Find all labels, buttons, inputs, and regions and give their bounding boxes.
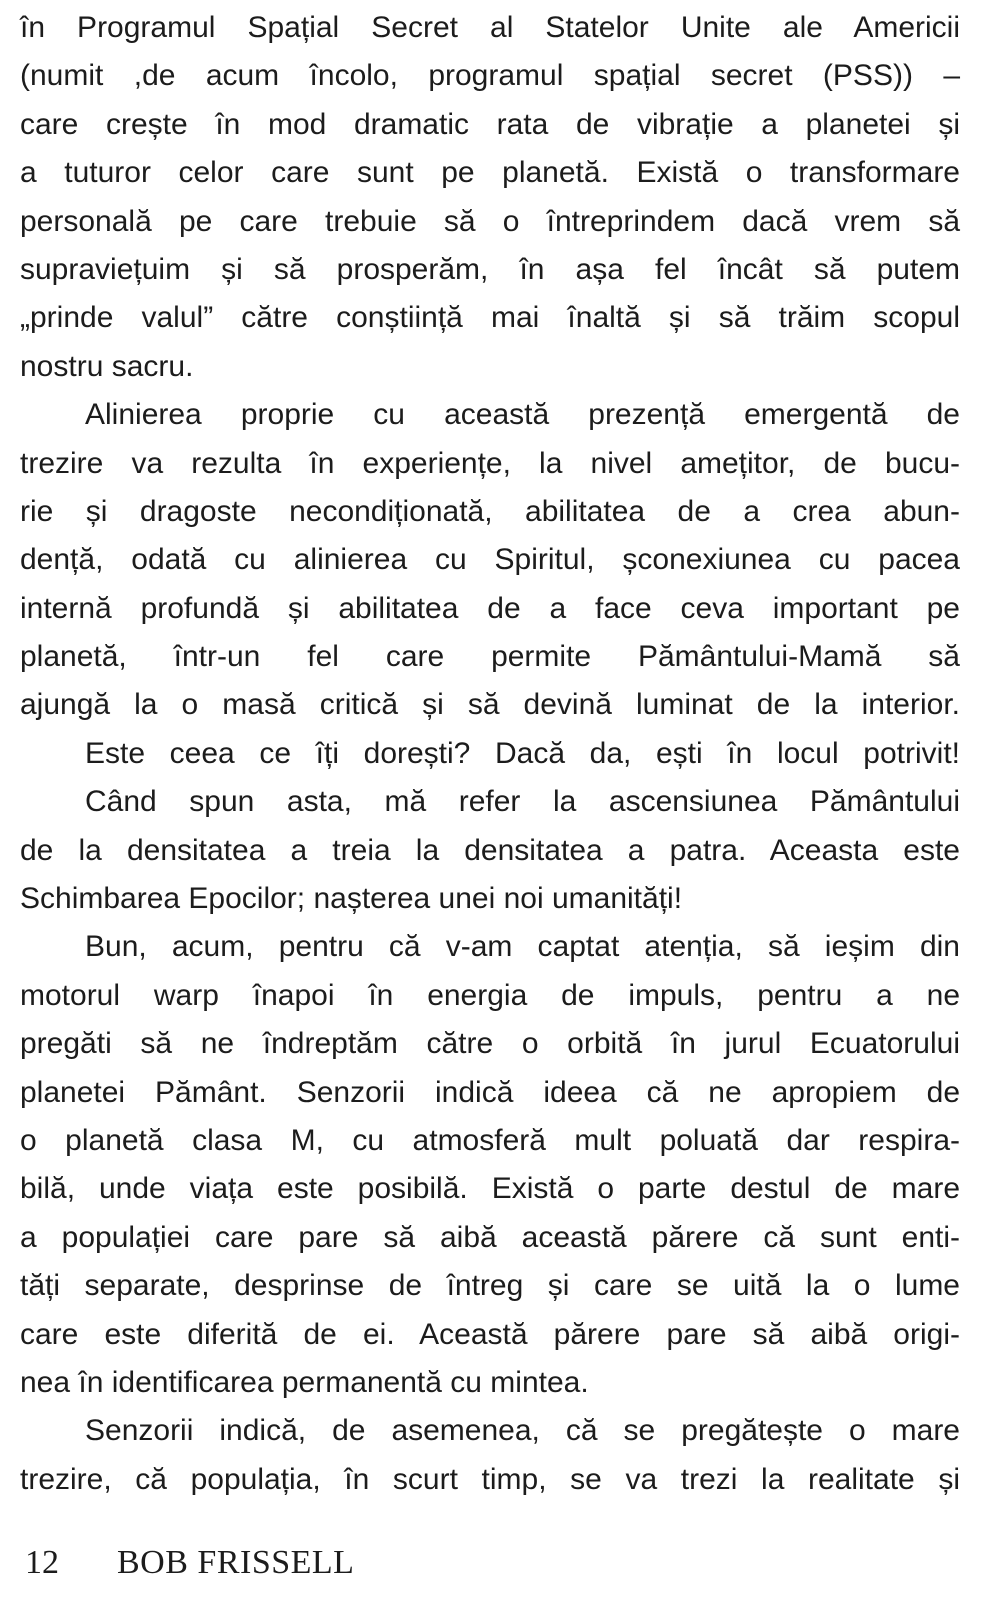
page-number: 12: [25, 1544, 59, 1582]
text-line: Schimbarea Epocilor; nașterea unei noi umanități!: [20, 882, 683, 916]
text-line: Senzorii indică, de asemenea, că se pregătește o mare: [85, 1414, 960, 1448]
text-line: dență, odată cu alinierea cu Spiritul, șconexiunea cu pacea: [20, 543, 960, 577]
text-line: Bun, acum, pentru că v-am captat atenția, să ieșim din: [85, 930, 960, 964]
text-line: care este diferită de ei. Această părere pare să aibă origi-: [20, 1317, 960, 1351]
text-line: „prinde valul” către conștiință mai înaltă și să trăim scopul: [20, 301, 960, 335]
text-line: trezire va rezulta în experiențe, la nivel amețitor, de bucu-: [20, 446, 960, 480]
body-text: [20, 4, 960, 1504]
text-line: planetei Pământ. Senzorii indică ideea că ne apropiem de: [20, 1075, 960, 1109]
text-line: bilă, unde viața este posibilă. Există o parte destul de mare: [20, 1172, 960, 1206]
text-line: supraviețuim și să prosperăm, în așa fel încât să putem: [20, 252, 960, 286]
text-line: Este ceea ce îți dorești? Dacă da, ești în locul potrivit!: [85, 736, 960, 770]
page-footer: [20, 1544, 960, 1582]
text-line: (numit ,de acum încolo, programul spațial secret (PSS)) –: [20, 59, 960, 93]
text-line: planetă, într-un fel care permite Pământului-Mamă să: [20, 640, 960, 674]
text-line: Când spun asta, mă refer la ascensiunea Pământului: [85, 785, 960, 819]
text-line: trezire, că populația, în scurt timp, se va trezi la realitate și: [20, 1462, 960, 1496]
text-line: internă profundă și abilitatea de a face ceva important pe: [20, 591, 960, 625]
text-line: o planetă clasa M, cu atmosferă mult poluată dar respira-: [20, 1123, 960, 1157]
text-line: care crește în mod dramatic rata de vibrație a planetei și: [20, 107, 960, 141]
text-line: a tuturor celor care sunt pe planetă. Există o transformare: [20, 156, 960, 190]
text-line: Alinierea proprie cu această prezență emergentă de: [85, 398, 960, 432]
text-line: rie și dragoste necondiționată, abilitatea de a crea abun-: [20, 494, 960, 528]
text-line: de la densitatea a treia la densitatea a patra. Aceasta este: [20, 833, 960, 867]
text-line: ajungă la o masă critică și să devină luminat de la interior.: [20, 688, 960, 722]
running-footer-author: BOB FRISSELL: [117, 1544, 355, 1582]
text-line: nea în identificarea permanentă cu mintea.: [20, 1365, 589, 1399]
text-line: în Programul Spațial Secret al Statelor Unite ale Americii: [20, 11, 960, 44]
text-line: a populației care pare să aibă această părere că sunt enti-: [20, 1220, 960, 1254]
text-line: nostru sacru.: [20, 349, 194, 383]
text-line: tăți separate, desprinse de întreg și care se uită la o lume: [20, 1269, 960, 1303]
text-line: motorul warp înapoi în energia de impuls, pentru a ne: [20, 978, 960, 1012]
text-line: pregăti să ne îndreptăm către o orbită în jurul Ecuatorului: [20, 1027, 960, 1061]
text-line: personală pe care trebuie să o întreprindem dacă vrem să: [20, 204, 960, 238]
